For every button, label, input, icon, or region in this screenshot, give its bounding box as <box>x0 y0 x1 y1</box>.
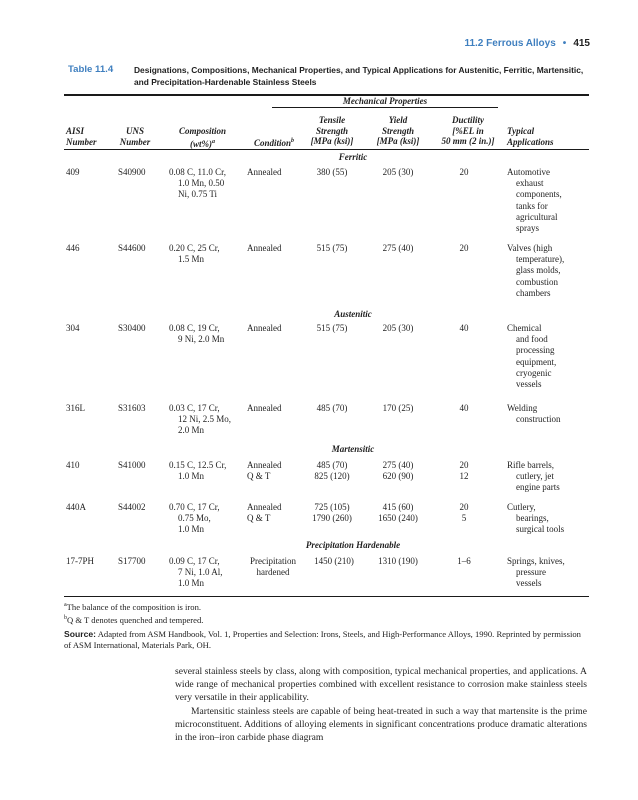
body-paragraph-2: Martensitic stainless steels are capable of being heat-treated in such a way that martensite is the prime microconstituent. Additions of alloying elements in significant concentrations produce dramatic alterations in the iron–iron carbide phase diagram <box>175 705 587 744</box>
header-typical-applications: Typical Applications <box>507 126 554 147</box>
separator-dot: • <box>562 38 567 49</box>
cell-condition: Annealed Q & T <box>247 502 282 524</box>
cell-applications: Automotive exhaust components, tanks for agricultural sprays <box>507 167 562 234</box>
cell-aisi: 17-7PH <box>66 556 95 566</box>
cell-condition: Precipitation hardened <box>250 556 296 578</box>
cell-uns: S30400 <box>118 323 146 333</box>
cell-uns: S44600 <box>118 243 146 253</box>
cell-condition: Annealed Q & T <box>247 460 282 482</box>
header-yield-strength: Yield Strength [MPa (ksi)] <box>376 115 420 146</box>
body-paragraph-1: several stainless steels by class, along with composition, typical mechanical properties, and applications. A wide range of mechanical properties combined with excellent resistance to corrosion make stainless steels very versatile in their applicability. <box>175 666 587 704</box>
header-mechanical-properties: Mechanical Properties <box>342 96 428 106</box>
cell-uns: S17700 <box>118 556 146 566</box>
running-head <box>464 38 590 49</box>
cell-tensile: 515 (75) <box>316 323 348 333</box>
header-composition: Composition $(wt\%)^a$ <box>178 126 226 149</box>
cell-ductility: 20 12 <box>459 460 469 482</box>
cell-ductility: 1–6 <box>457 556 471 566</box>
section-title: 11.2 Ferrous Alloys <box>464 38 556 49</box>
cell-condition: Annealed <box>247 243 282 253</box>
table-caption <box>68 64 588 88</box>
cell-composition: 0.70 C, 17 Cr, 0.75 Mo, 1.0 Mn <box>169 502 220 535</box>
cell-ductility: 20 <box>459 243 469 253</box>
footnote-b: $^b$Q & T denotes quenched and tempered. <box>64 614 204 625</box>
cell-ductility: 40 <box>459 323 469 333</box>
mechanical-properties-rule <box>272 107 498 108</box>
cell-aisi: 446 <box>66 243 80 253</box>
cell-condition: Annealed <box>247 323 282 333</box>
header-ductility: Ductility [%EL in 50 mm (2 in.)] <box>441 115 495 146</box>
cell-composition: 0.09 C, 17 Cr, 7 Ni, 1.0 Al, 1.0 Mn <box>169 556 223 589</box>
table-footnotes <box>64 600 589 651</box>
cell-yield: 275 (40) <box>382 243 414 253</box>
table-title: Designations, Compositions, Mechanical Properties, and Typical Applications for Austenitic, Ferritic, Martensitic, and Precipitation-Hardenable Stainless Steels <box>134 65 584 87</box>
cell-applications: Valves (high temperature), glass molds, combustion chambers <box>507 243 565 298</box>
cell-composition: 0.08 C, 19 Cr, 9 Ni, 2.0 Mn <box>169 323 225 345</box>
cell-applications: Springs, knives, pressure vessels <box>507 556 565 589</box>
header-uns: UNS Number <box>119 126 151 147</box>
header-tensile-strength: Tensile Strength [MPa (ksi)] <box>310 115 354 146</box>
cell-applications: Cutlery, bearings, surgical tools <box>507 502 565 535</box>
cell-ductility: 20 5 <box>459 502 469 524</box>
cell-applications: Chemical and food processing equipment, cryogenic vessels <box>507 323 557 390</box>
cell-aisi: 316L <box>66 403 85 413</box>
cell-yield: 205 (30) <box>382 323 414 333</box>
cell-aisi: 410 <box>66 460 80 470</box>
cell-uns: S31603 <box>118 403 146 413</box>
cell-tensile: 485 (70) <box>316 403 348 413</box>
cell-tensile: 515 (75) <box>316 243 348 253</box>
group-label-ferritic: Ferritic <box>338 152 368 162</box>
cell-yield: 1310 (190) <box>378 556 418 566</box>
cell-tensile: 485 (70) 825 (120) <box>314 460 350 482</box>
table-bottom-rule <box>64 596 589 597</box>
cell-uns: S44002 <box>118 502 146 512</box>
cell-applications: Rifle barrels, cutlery, jet engine parts <box>507 460 560 493</box>
cell-aisi: 440A <box>66 502 86 512</box>
cell-uns: S40900 <box>118 167 146 177</box>
header-bottom-rule <box>64 149 589 150</box>
group-label-martensitic: Martensitic <box>331 444 375 454</box>
cell-ductility: 20 <box>459 167 469 177</box>
cell-aisi: 304 <box>66 323 80 333</box>
group-label-austenitic: Austenitic <box>334 309 372 319</box>
header-condition: Condition$^b$ <box>253 138 294 148</box>
cell-aisi: 409 <box>66 167 80 177</box>
cell-tensile: 725 (105) 1790 (260) <box>312 502 352 524</box>
group-label-precipitation-hardenable: Precipitation Hardenable <box>305 540 401 550</box>
cell-ductility: 40 <box>459 403 469 413</box>
source-note: Source: Adapted from ASM Handbook, Vol. 1, Properties and Selection: Irons, Steels, and High-Performance Alloys, 1990. Reprinted by permission of ASM International, Materials Park, OH. <box>64 628 581 650</box>
cell-yield: 415 (60) 1650 (240) <box>378 502 418 524</box>
cell-condition: Annealed <box>247 167 282 177</box>
table-number: Table 11.4 <box>68 64 114 75</box>
cell-condition: Annealed <box>247 403 282 413</box>
cell-yield: 170 (25) <box>382 403 414 413</box>
cell-yield: 205 (30) <box>382 167 414 177</box>
cell-tensile: 1450 (210) <box>314 556 354 566</box>
header-aisi: AISI Number <box>66 126 97 147</box>
cell-composition: 0.03 C, 17 Cr, 12 Ni, 2.5 Mo, 2.0 Mn <box>169 403 232 436</box>
cell-uns: S41000 <box>118 460 146 470</box>
cell-composition: 0.20 C, 25 Cr, 1.5 Mn <box>169 243 220 265</box>
page-number: 415 <box>573 38 590 49</box>
cell-tensile: 380 (55) <box>316 167 348 177</box>
footnote-a: $^a$The balance of the composition is iron. <box>64 601 202 612</box>
body-text <box>175 665 587 744</box>
cell-composition: 0.08 C, 11.0 Cr, 1.0 Mn, 0.50 Ni, 0.75 Ti <box>169 167 227 200</box>
cell-yield: 275 (40) 620 (90) <box>382 460 414 482</box>
cell-applications: Welding construction <box>507 403 561 425</box>
cell-composition: 0.15 C, 12.5 Cr, 1.0 Mn <box>169 460 227 482</box>
